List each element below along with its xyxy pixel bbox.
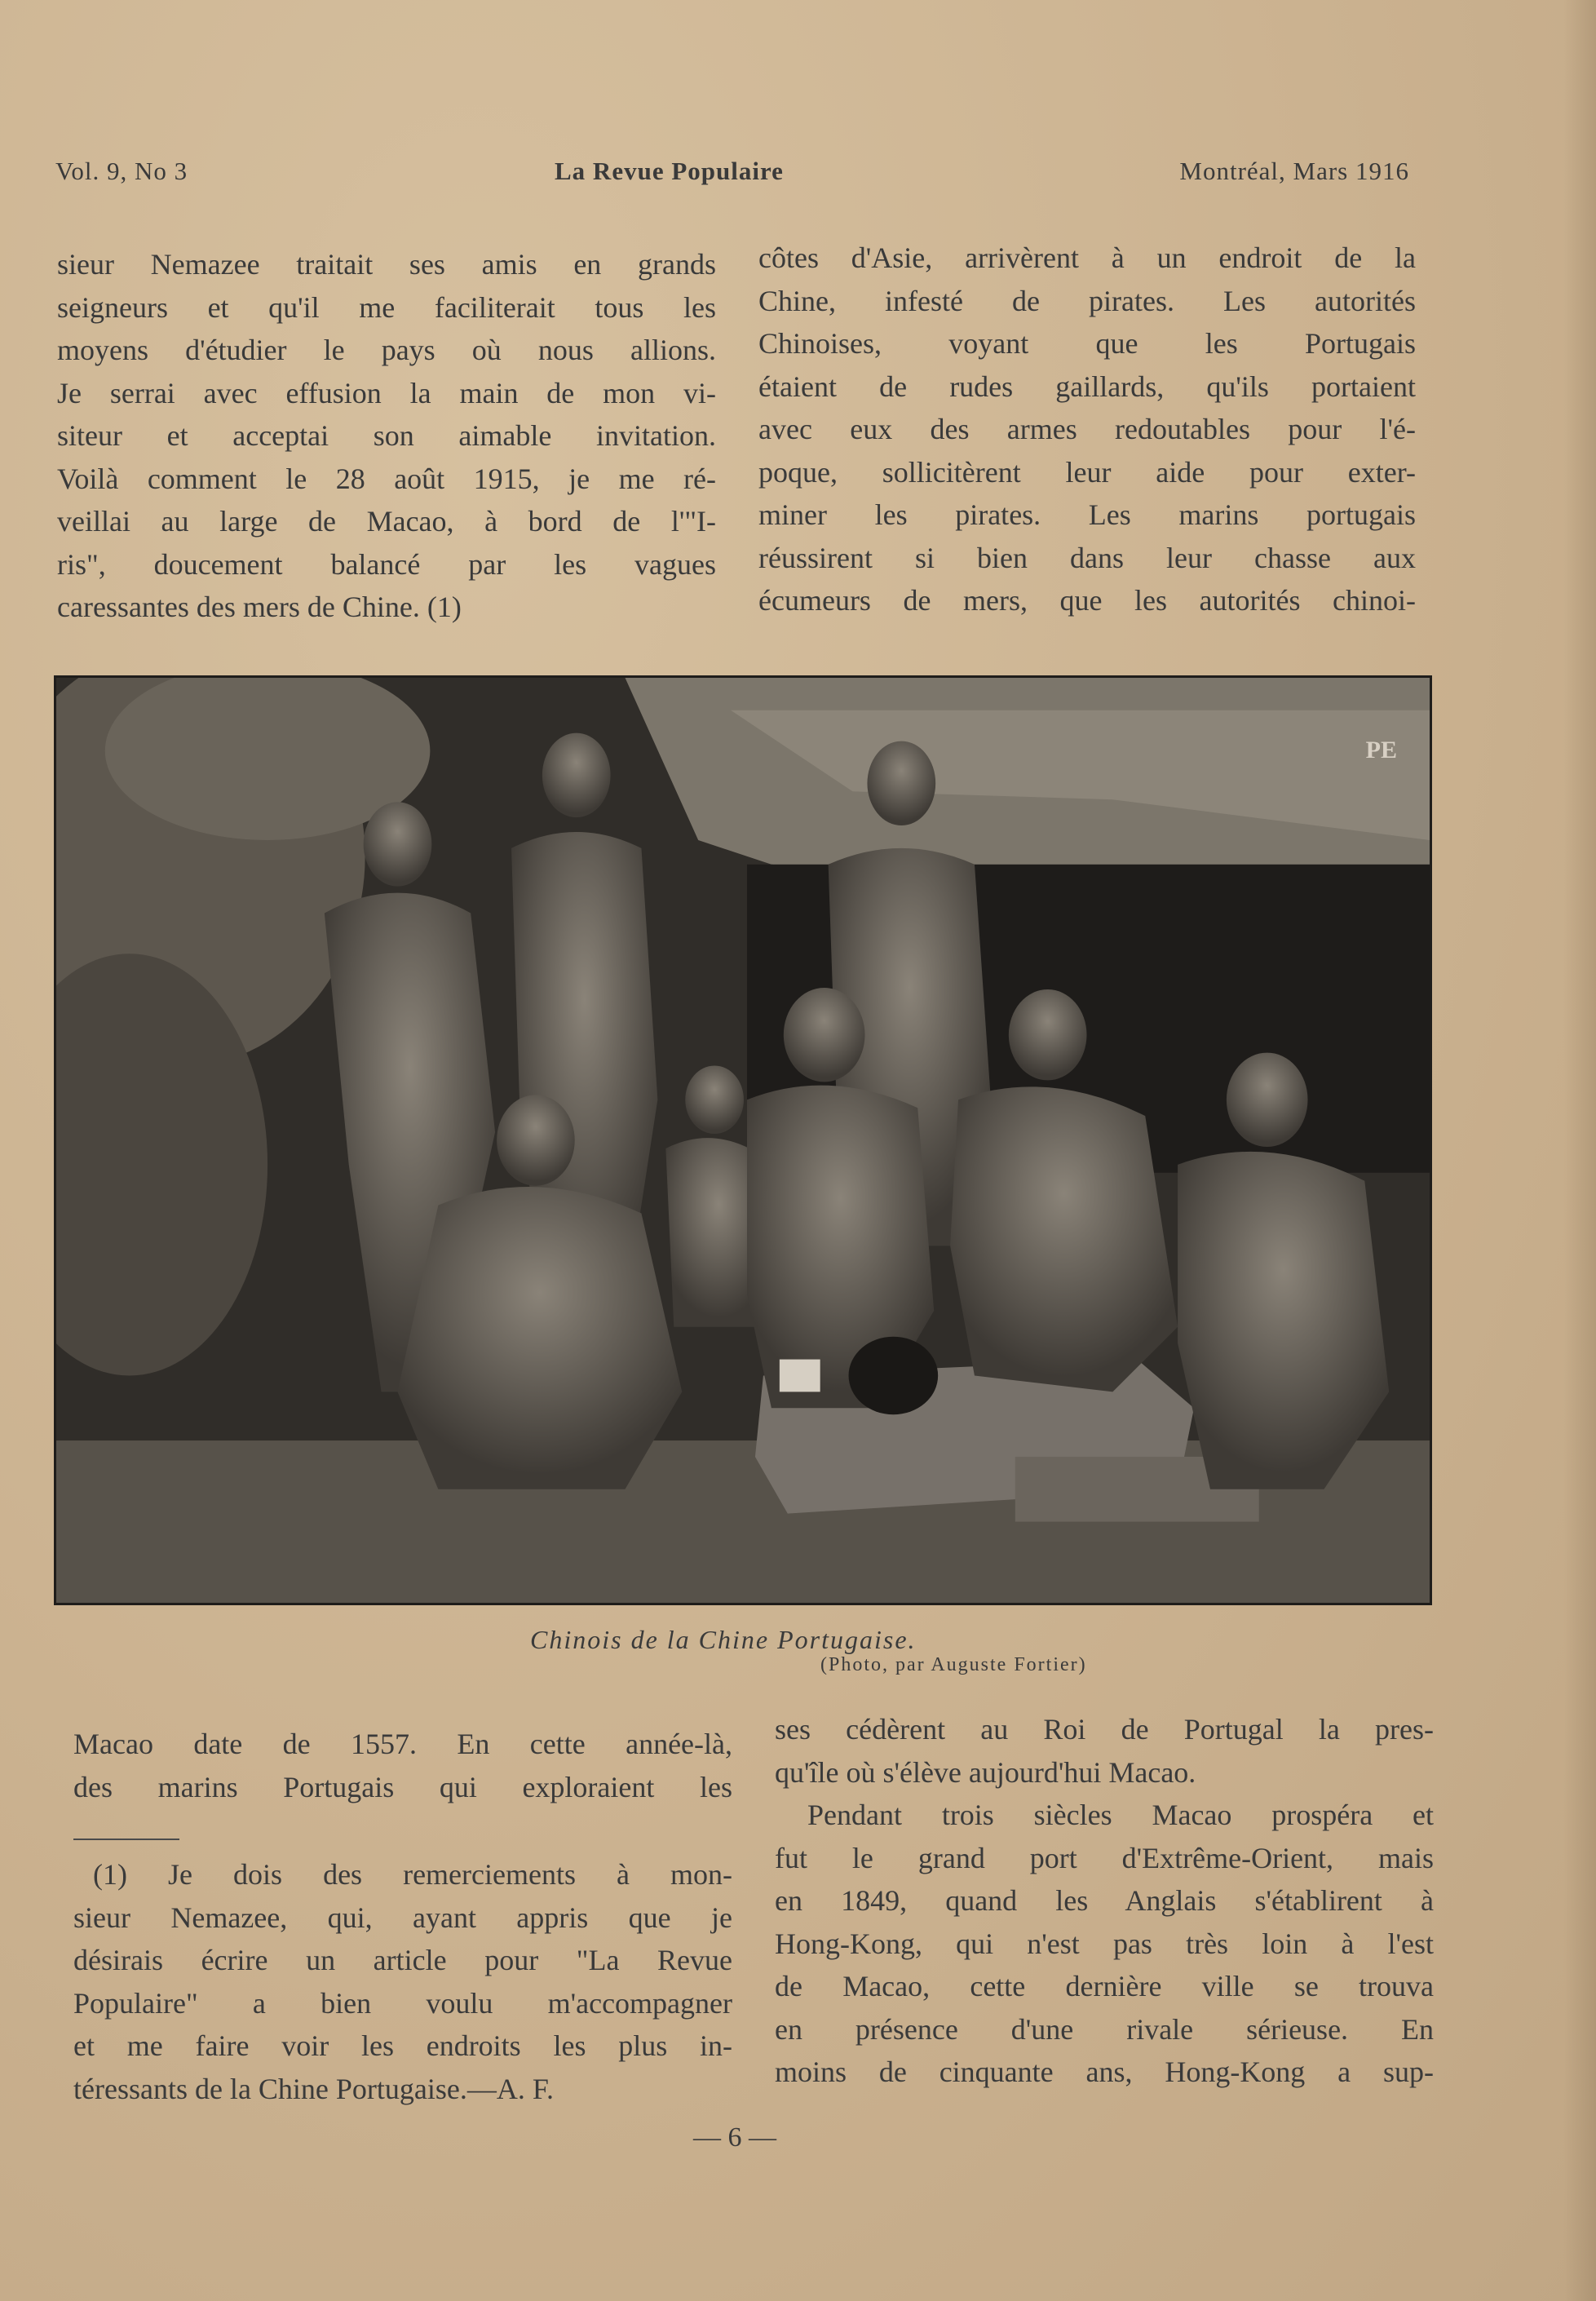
footnote-line: et me faire voir les endroits les plus in- <box>73 2029 732 2062</box>
text-line: Chine, infesté de pirates. Les autorités <box>758 284 1416 317</box>
text-line: sieur Nemazee traitait ses amis en grands <box>57 248 716 281</box>
photo-group-illustration <box>56 678 1430 1603</box>
text-line: écumeurs de mers, que les autorités chinoi- <box>758 584 1416 617</box>
text-line: Macao date de 1557. En cette année-là, <box>73 1728 732 1760</box>
running-header <box>55 157 1409 197</box>
text-line: de Macao, cette dernière ville se trouva <box>775 1970 1434 2002</box>
text-line: étaient de rudes gaillards, qu'ils portaient <box>758 369 1416 403</box>
footnote-line: téressants de la Chine Portugaise.—A. F. <box>73 2072 555 2105</box>
text-line: miner les pirates. Les marins portugais <box>758 498 1416 531</box>
footnote-line: (1) Je dois des remerciements à mon- <box>93 1858 732 1891</box>
photograph <box>54 675 1432 1605</box>
text-line: moyens d'étudier le pays où nous allions. <box>57 334 716 366</box>
footnote-rule <box>73 1839 179 1840</box>
text-line: ses cédèrent au Roi de Portugal la pres- <box>775 1713 1434 1746</box>
page-number: — 6 — <box>693 2122 776 2153</box>
text-line: Je serrai avec effusion la main de mon vi- <box>57 376 716 409</box>
place-date: Montréal, Mars 1916 <box>1179 157 1409 185</box>
text-line: qu'île où s'élève aujourd'hui Macao. <box>775 1755 1196 1789</box>
photo-mark: PE <box>1365 737 1397 763</box>
column-bottom-left <box>73 1723 732 1808</box>
text-line: en 1849, quand les Anglais s'établirent à <box>775 1884 1434 1917</box>
column-bottom-right <box>775 1708 1434 2094</box>
text-line: poque, sollicitèrent leur aide pour exter- <box>758 455 1416 489</box>
volume-number: Vol. 9, No 3 <box>55 157 188 185</box>
text-line: ris", doucement balancé par les vagues <box>57 547 716 581</box>
text-line: moins de cinquante ans, Hong-Kong a sup- <box>775 2055 1434 2088</box>
text-line: siteur et acceptai son aimable invitation. <box>57 419 716 452</box>
journal-title: La Revue Populaire <box>555 157 784 185</box>
footnote <box>73 1853 732 2110</box>
footnote-line: sieur Nemazee, qui, ayant appris que je <box>73 1901 732 1934</box>
text-line: fut le grand port d'Extrême-Orient, mais <box>775 1841 1434 1874</box>
text-line: réussirent si bien dans leur chasse aux <box>758 541 1416 574</box>
text-line: Voilà comment le 28 août 1915, je me ré- <box>57 462 716 495</box>
photo-credit: (Photo, par Auguste Fortier) <box>820 1654 1087 1675</box>
text-line: Hong-Kong, qui n'est pas très loin à l'est <box>775 1927 1434 1960</box>
text-line: seigneurs et qu'il me faciliterait tous les <box>57 290 716 324</box>
footnote-line: Populaire" a bien voulu m'accompagner <box>73 1986 732 2020</box>
text-line: veillai au large de Macao, à bord de l'"I- <box>57 505 716 538</box>
text-line: avec eux des armes redoutables pour l'é- <box>758 413 1416 445</box>
column-top-left <box>57 243 716 629</box>
text-line: en présence d'une rivale sérieuse. En <box>775 2012 1434 2046</box>
column-top-right <box>758 237 1416 622</box>
footnote-line: désirais écrire un article pour "La Revue <box>73 1944 732 1976</box>
text-line: Chinoises, voyant que les Portugais <box>758 327 1416 360</box>
text-line: caressantes des mers de Chine. (1) <box>57 591 462 623</box>
page-edge-shadow <box>1563 0 1596 2301</box>
text-line: Pendant trois siècles Macao prospéra et <box>807 1799 1434 1831</box>
text-line: des marins Portugais qui exploraient les <box>73 1770 732 1803</box>
text-line: côtes d'Asie, arrivèrent à un endroit de la <box>758 241 1416 274</box>
photo-caption: Chinois de la Chine Portugaise. <box>530 1625 917 1654</box>
